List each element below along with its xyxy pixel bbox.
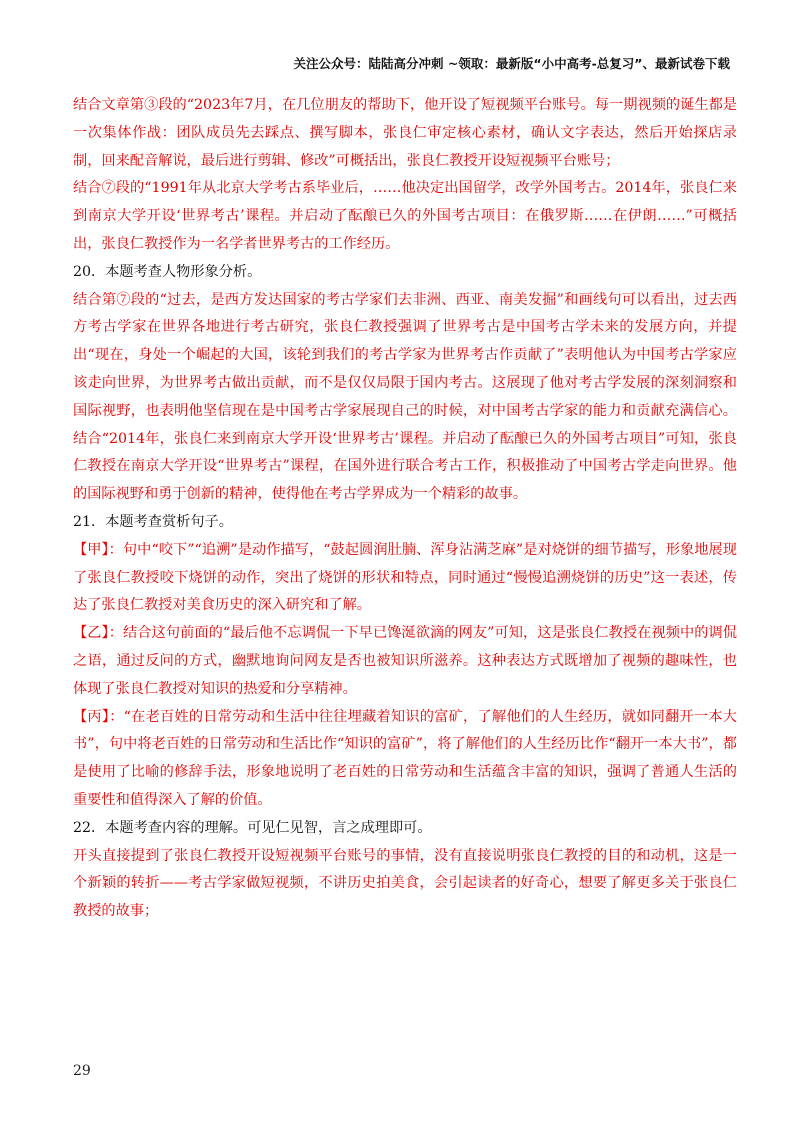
document-body [73,92,737,926]
question-heading: 21．本题考查赏析句子。 [73,513,233,530]
answer-paragraph: 【乙】：结合这句前面的“最后他不忘调侃一下早已馋涎欲滴的网友”可知，这是张良仁教授在视频中的调侃之语，通过反问的方式，幽默地询问网友是否也被知识所滋养。这种表达方式既增加了视频的趣味性，也体现了张良仁教授对知识的热爱和分享精神。 [73,625,737,697]
question-heading: 20．本题考查人物形象分析。 [73,263,262,280]
answer-paragraph: 开头直接提到了张良仁教授开设短视频平台账号的事情，没有直接说明张良仁教授的目的和动机，这是一个新颖的转折——考古学家做短视频，不讲历史拍美食，会引起读者的好奇心，想要了解更多关于张良仁教授的故事； [73,847,737,920]
answer-paragraph: 结合文章第③段的“2023年7月，在几位朋友的帮助下，他开设了短视频平台账号。每一期视频的诞生都是一次集体作战：团队成员先去踩点、撰写脚本，张良仁审定核心素材，确认文字表达，然后开始探店录制，回来配音解说，最后进行剪辑、修改”可概括出，张良仁教授开设短视频平台账号； [73,97,737,169]
answer-paragraph: 【甲】：句中“咬下”“追溯”是动作描写，“鼓起圆润肚腩、浑身沾满芝麻”是对烧饼的细节描写，形象地展现了张良仁教授咬下烧饼的动作，突出了烧饼的形状和特点，同时通过“慢慢追溯烧饼的历史”这一表述，传达了张良仁教授对美食历史的深入研究和了解。 [73,541,737,614]
answer-paragraph: 【丙】：“在老百姓的日常劳动和生活中往往埋藏着知识的富矿，了解他们的人生经历，就如同翻开一本大书”，句中将老百姓的日常劳动和生活比作“知识的富矿”，将了解他们的人生经历比作“翻开一本大书”，都是使用了比喻的修辞手法，形象地说明了老百姓的日常劳动和生活蕴含丰富的知识，强调了普通人生活的重要性和值得深入了解的价值。 [73,708,737,808]
answer-paragraph: 结合⑦段的“1991年从北京大学考古系毕业后，……他决定出国留学，改学外国考古。2014年，张良仁来到南京大学开设‘世界考古’课程。并启动了酝酿已久的外国考古项目：在俄罗斯……在伊朗……”可概括出，张良仁教授作为一名学者世界考古的工作经历。 [73,180,737,252]
page-number: 29 [73,1063,91,1079]
answer-paragraph: 结合第⑦段的“过去，是西方发达国家的考古学家们去非洲、西亚、南美发掘”和画线句可以看出，过去西方考古学家在世界各地进行考古研究，张良仁教授强调了世界考古是中国考古学未来的发展方向，并提出“现在，身处一个崛起的大国，该轮到我们的考古学家为世界考古作贡献了”表明他认为中国考古学家应该走向世界，为世界考古做出贡献，而不是仅仅局限于国内考古。这展现了他对考古学发展的深刻洞察和国际视野，也表明他坚信现在是中国考古学家展现自己的时候，对中国考古学家的能力和贡献充满信心。结合“2014年，张良仁来到南京大学开设‘世界考古’课程。并启动了酝酿已久的外国考古项目”可知，张良仁教授在南京大学开设“世界考古”课程，在国外进行联合考古工作，积极推动了中国考古学走向世界。他的国际视野和勇于创新的精神，使得他在考古学界成为一个精彩的故事。 [73,291,737,503]
page-header: 关注公众号：陆陆高分冲刺 ~领取：最新版“小中高考-总复习”、最新试卷下载 [293,56,730,71]
question-heading: 22．本题考查内容的理解。可见仁见智，言之成理即可。 [73,819,432,836]
